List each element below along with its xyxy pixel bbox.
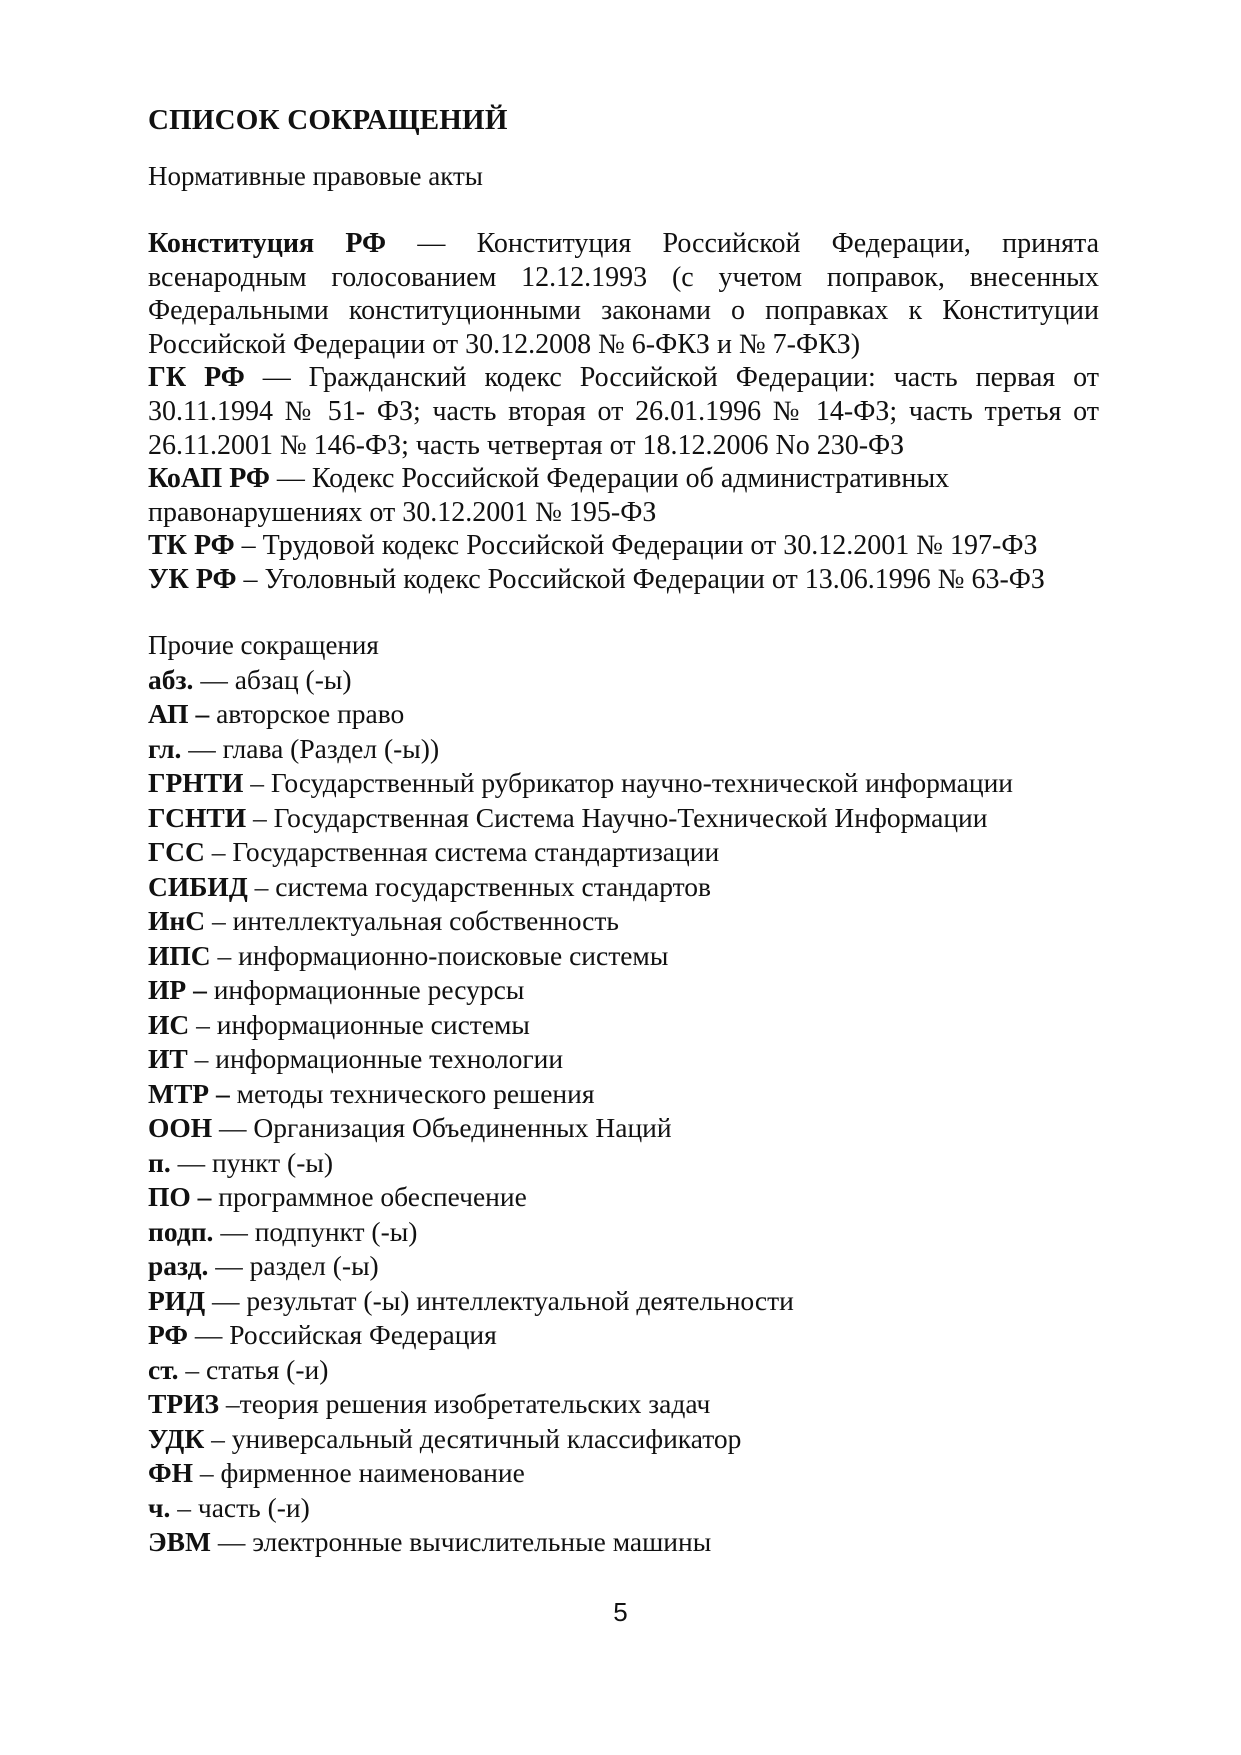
- abbreviation: ГРНТИ: [148, 767, 244, 799]
- act-abbr: Конституция РФ: [148, 228, 387, 259]
- abbreviation-meaning: — результат (-ы) интеллектуальной деятельности: [205, 1284, 794, 1316]
- abbreviation-entry: [148, 1491, 1099, 1526]
- abbreviation: ИР –: [148, 974, 207, 1006]
- abbreviation-entry: [148, 904, 1099, 939]
- abbreviation-meaning: – информационные технологии: [187, 1043, 564, 1075]
- abbreviation-entry: [148, 939, 1099, 974]
- abbreviation-entry: [148, 1077, 1099, 1112]
- abbreviation-meaning: – статья (-и): [178, 1353, 329, 1385]
- spacer: [148, 597, 1099, 628]
- abbreviation-entry: [148, 1146, 1099, 1181]
- act-abbr: КоАП РФ: [148, 463, 270, 495]
- abbreviation: ЭВМ: [148, 1526, 211, 1558]
- abbreviation-entry: [148, 663, 1099, 698]
- abbreviation-meaning: — глава (Раздел (-ы)): [181, 732, 440, 764]
- abbreviation: гл.: [148, 732, 182, 764]
- act-entry: [148, 563, 1099, 597]
- abbreviation-entry: [148, 1525, 1099, 1560]
- abbreviation: РИД: [148, 1284, 206, 1316]
- act-abbr: УК РФ: [148, 563, 237, 595]
- abbreviation-entry: [148, 1353, 1099, 1388]
- abbreviation-meaning: — подпункт (-ы): [213, 1215, 418, 1247]
- act-entry: [148, 227, 1099, 361]
- act-text: — Кодекс Российской Федерации об административных правонарушениях от 30.12.2001 № 195-ФЗ: [148, 463, 950, 528]
- abbreviation: МТР –: [148, 1077, 230, 1109]
- abbreviation-meaning: программное обеспечение: [211, 1181, 527, 1213]
- other-heading: Прочие сокращения: [148, 629, 379, 660]
- abbreviation: ГСС: [148, 836, 205, 868]
- abbreviation-entry: [148, 697, 1099, 732]
- abbreviation: ст.: [148, 1353, 179, 1385]
- abbreviation-meaning: – информационные системы: [189, 1008, 530, 1040]
- abbreviation: ИПС: [148, 939, 211, 971]
- act-text: — Конституция Российской Федерации, принята всенародным голосованием 12.12.1993 (с учетом поправок, внесенных Федеральными конституционными законами о поправках к Конституции Российской Федерации от 30.12.2008 № 6-ФКЗ и № 7-ФКЗ): [148, 228, 1099, 360]
- act-abbr: ГК РФ: [148, 362, 245, 394]
- abbreviation-meaning: – фирменное наименование: [193, 1457, 525, 1489]
- act-entry: [148, 462, 1099, 529]
- abbreviation: ПО –: [148, 1181, 212, 1213]
- abbreviation: ч.: [148, 1491, 171, 1523]
- abbreviation-meaning: — электронные вычислительные машины: [210, 1526, 712, 1558]
- act-entry: [148, 361, 1099, 462]
- act-text: — Гражданский кодекс Российской Федерации: часть первая от 30.11.1994 № 51- ФЗ; часть вторая от 26.01.1996 № 14-ФЗ; часть третья от 26.11.2001 № 146-ФЗ; часть четвертая от 18.12.2006 No 230-ФЗ: [148, 362, 1099, 461]
- abbreviation: п.: [148, 1146, 171, 1178]
- page-title: СПИСОК СОКРАЩЕНИЙ: [148, 104, 508, 136]
- abbreviation: ИС: [148, 1008, 190, 1040]
- abbreviation-entry: [148, 1215, 1099, 1250]
- abbreviation-meaning: – система государственных стандартов: [247, 870, 711, 902]
- document-page: [148, 100, 1099, 1560]
- abbreviation-meaning: — абзац (-ы): [193, 663, 352, 695]
- abbreviation-entry: [148, 801, 1099, 836]
- act-abbr: ТК РФ: [148, 530, 235, 562]
- abbreviation-meaning: – универсальный десятичный классификатор: [204, 1422, 742, 1454]
- abbreviation-entry: [148, 1249, 1099, 1284]
- abbreviation-entry: [148, 1318, 1099, 1353]
- abbreviation-meaning: — Российская Федерация: [187, 1319, 497, 1351]
- abbreviation-entry: [148, 766, 1099, 801]
- abbreviation: АП –: [148, 698, 210, 730]
- abbreviation-meaning: — раздел (-ы): [208, 1250, 379, 1282]
- act-text: – Трудовой кодекс Российской Федерации от 30.12.2001 № 197-ФЗ: [234, 530, 1038, 562]
- abbreviation-entry: [148, 835, 1099, 870]
- abbreviation: ИТ: [148, 1043, 188, 1075]
- acts-list: [148, 227, 1099, 597]
- abbreviation: ТРИЗ: [148, 1388, 220, 1420]
- abbreviation-meaning: авторское право: [209, 698, 405, 730]
- abbreviation-meaning: методы технического решения: [229, 1077, 595, 1109]
- abbreviation: подп.: [148, 1215, 214, 1247]
- act-entry: [148, 529, 1099, 563]
- abbreviation-meaning: – интеллектуальная собственность: [205, 905, 619, 937]
- abbreviation-meaning: – Государственная система стандартизации: [204, 836, 720, 868]
- abbreviation-entry: [148, 732, 1099, 767]
- abbreviation-meaning: – Государственный рубрикатор научно-технической информации: [243, 767, 1014, 799]
- abbreviation-meaning: – часть (-и): [170, 1491, 310, 1523]
- abbreviation: ФН: [148, 1457, 194, 1489]
- abbreviation-meaning: — Организация Объединенных Наций: [212, 1112, 672, 1144]
- abbreviation-entry: [148, 1111, 1099, 1146]
- acts-heading: Нормативные правовые акты: [148, 161, 483, 191]
- abbreviation-meaning: – Государственная Система Научно-Технической Информации: [246, 801, 988, 833]
- abbreviation-entry: [148, 1042, 1099, 1077]
- abbreviation: разд.: [148, 1250, 209, 1282]
- abbreviation: УДК: [148, 1422, 205, 1454]
- abbreviation-entry: [148, 1284, 1099, 1319]
- abbreviation-entry: [148, 1387, 1099, 1422]
- abbreviation-meaning: –теория решения изобретательских задач: [219, 1388, 711, 1420]
- abbreviation-entry: [148, 1180, 1099, 1215]
- abbreviation-entry: [148, 973, 1099, 1008]
- abbreviation: ИнС: [148, 905, 206, 937]
- abbreviation: СИБИД: [148, 870, 248, 902]
- abbreviation-entry: [148, 870, 1099, 905]
- abbreviation-meaning: – информационно-поисковые системы: [210, 939, 669, 971]
- abbreviation: ООН: [148, 1112, 213, 1144]
- abbreviations-list: [148, 663, 1099, 1560]
- spacer: [148, 193, 1099, 227]
- abbreviation: ГСНТИ: [148, 801, 247, 833]
- abbreviation: абз.: [148, 663, 194, 695]
- page-number: 5: [613, 1597, 628, 1627]
- abbreviation: РФ: [148, 1319, 188, 1351]
- act-text: – Уголовный кодекс Российской Федерации от 13.06.1996 № 63-ФЗ: [236, 563, 1045, 595]
- abbreviation-meaning: — пункт (-ы): [170, 1146, 334, 1178]
- abbreviation-entry: [148, 1008, 1099, 1043]
- abbreviation-entry: [148, 1456, 1099, 1491]
- abbreviation-meaning: информационные ресурсы: [206, 974, 525, 1006]
- abbreviation-entry: [148, 1422, 1099, 1457]
